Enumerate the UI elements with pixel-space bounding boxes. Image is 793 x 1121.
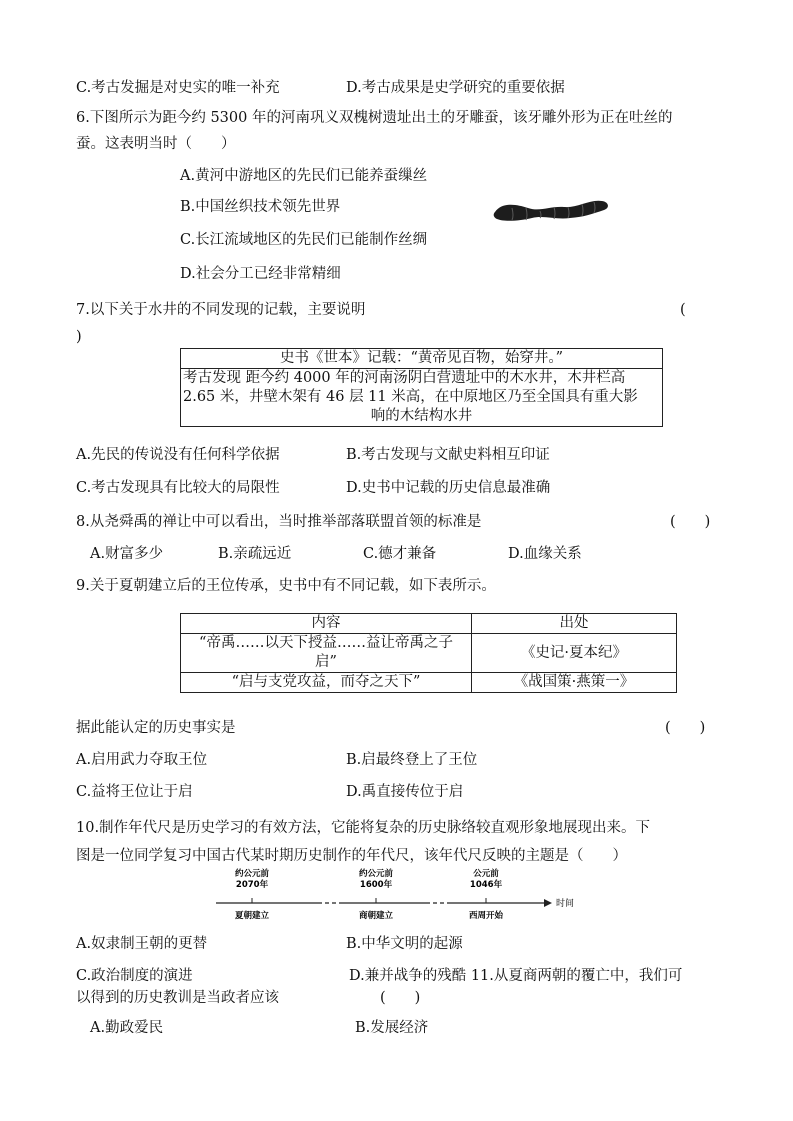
- q7-table-cell-record: 史书《世本》记载：“黄帝见百物，始穿井。”: [181, 349, 663, 369]
- q7-options-row1: [76, 445, 550, 465]
- ivory-silkworm-image: [492, 196, 612, 226]
- q9-row2-source: 《战国策·燕策一》: [472, 673, 677, 693]
- q5-option-d: D.考古成果是史学研究的重要依据: [346, 80, 565, 96]
- timeline-axis-label: 时间: [556, 899, 575, 909]
- q9-paren: ( ): [665, 720, 706, 736]
- q6-option-b: B.中国丝织技术领先世界: [180, 199, 341, 215]
- q7-paren-open: (: [680, 302, 686, 318]
- q9-row1-content: [181, 634, 472, 673]
- q10-option-c: C.政治制度的演进: [76, 968, 193, 984]
- q9-option-d: D.禹直接传位于启: [346, 784, 464, 800]
- q11-options: [90, 1018, 428, 1038]
- table-row: [181, 349, 663, 369]
- q9-option-b: B.启最终登上了王位: [346, 752, 478, 768]
- q8-option-d: D.血缘关系: [508, 546, 582, 562]
- table-row: [181, 673, 677, 693]
- q5-options: [76, 78, 565, 98]
- q7-table: [180, 348, 663, 427]
- q11-option-a: A.勤政爱民: [90, 1020, 164, 1036]
- q9-row1-content-line1: “帝禹……以天下授益……益让帝禹之子: [199, 635, 453, 651]
- q7-archaeology-line3: 响的木结构水井: [370, 408, 473, 424]
- q10-option-d-and-q11-stem: D.兼并战争的残酷 11.从夏商两朝的覆亡中，我们可: [349, 968, 683, 984]
- q10-option-a: A.奴隶制王朝的更替: [76, 936, 208, 952]
- timeline-arrow-icon: [544, 899, 552, 907]
- q9-header-source: 出处: [472, 614, 677, 634]
- q6-stem-line1: 6.下图所示为距今约 5300 年的河南巩义双槐树遗址出土的牙雕蚕，该牙雕外形为正在吐丝的: [76, 110, 673, 126]
- q9-row2-content: “启与支党攻益，而夺之天下”: [181, 673, 472, 693]
- q7-table-cell-archaeology: [181, 369, 663, 427]
- q6-option-d: D.社会分工已经非常精细: [180, 266, 341, 282]
- q10-stem-line2: 图是一位同学复习中国古代某时期历史制作的年代尺，该年代尺反映的主题是（ ）: [76, 848, 627, 864]
- timeline-p2-year: 1600年: [359, 880, 393, 890]
- q8-options: [90, 544, 582, 564]
- q5-option-c: C.考古发掘是对史实的唯一补充: [76, 80, 280, 96]
- q7-options-row2: [76, 478, 550, 498]
- q8-option-b: B.亲疏远近: [218, 546, 292, 562]
- timeline-p1-event: 夏朝建立: [234, 911, 270, 921]
- timeline-p2-top: 约公元前: [358, 869, 394, 879]
- timeline-p3-year: 1046年: [469, 880, 503, 890]
- q7-option-d: D.史书中记载的历史信息最准确: [346, 480, 551, 496]
- q8-option-c: C.德才兼备: [363, 546, 437, 562]
- table-row: [181, 614, 677, 634]
- q9-options-row1: [76, 750, 477, 770]
- q9-option-c: C.益将王位让于启: [76, 784, 193, 800]
- table-row: [181, 369, 663, 427]
- q9-options-row2: [76, 782, 463, 802]
- q10-options-row2: [76, 966, 682, 986]
- q7-archaeology-line2: 2.65 米，井壁木架有 46 层 11 米高，在中原地区乃至全国具有重大影: [183, 389, 638, 405]
- q10-timeline: [210, 866, 590, 922]
- q11-stem-line2: 以得到的历史教训是当政者应该: [76, 990, 279, 1006]
- q10-option-b: B.中华文明的起源: [346, 936, 463, 952]
- q9-option-a: A.启用武力夺取王位: [76, 752, 208, 768]
- q9-stem: 9.关于夏朝建立后的王位传承，史书中有不同记载，如下表所示。: [76, 578, 496, 594]
- timeline-p2-event: 商朝建立: [358, 911, 394, 921]
- q11-option-b: B.发展经济: [355, 1020, 429, 1036]
- q9-header-content: 内容: [181, 614, 472, 634]
- q6-option-a: A.黄河中游地区的先民们已能养蚕缫丝: [180, 168, 428, 184]
- q7-option-b: B.考古发现与文献史料相互印证: [346, 447, 550, 463]
- q7-stem: 7.以下关于水井的不同发现的记载，主要说明: [76, 302, 366, 318]
- timeline-p1-top: 约公元前: [234, 869, 270, 879]
- q6-stem-line2: 蚕。这表明当时（ ）: [76, 136, 236, 152]
- table-row: [181, 634, 677, 673]
- q11-paren: ( ): [380, 990, 421, 1006]
- q7-archaeology-line1: 考古发现 距今约 4000 年的河南汤阴白营遗址中的木水井，木井栏高: [183, 370, 626, 386]
- q8-option-a: A.财富多少: [90, 546, 164, 562]
- q10-stem-line1: 10.制作年代尺是历史学习的有效方法，它能将复杂的历史脉络较直观形象地展现出来。下: [76, 820, 651, 836]
- q9-question: 据此能认定的历史事实是: [76, 720, 236, 736]
- q9-table: [180, 613, 677, 693]
- q7-paren-close: ): [76, 329, 82, 345]
- q9-row1-content-line2: 启”: [315, 654, 337, 670]
- q7-option-c: C.考古发现具有比较大的局限性: [76, 480, 280, 496]
- q10-options-row1: [76, 934, 463, 954]
- timeline-p1-year: 2070年: [235, 880, 269, 890]
- timeline-p3-top: 公元前: [473, 869, 499, 879]
- q7-option-a: A.先民的传说没有任何科学依据: [76, 447, 280, 463]
- q9-row1-source: 《史记·夏本纪》: [472, 634, 677, 673]
- q8-paren: ( ): [670, 514, 711, 530]
- q8-stem: 8.从尧舜禹的禅让中可以看出，当时推举部落联盟首领的标准是: [76, 514, 482, 530]
- q6-option-c: C.长江流域地区的先民们已能制作丝绸: [180, 232, 428, 248]
- timeline-p3-event: 西周开始: [468, 911, 504, 921]
